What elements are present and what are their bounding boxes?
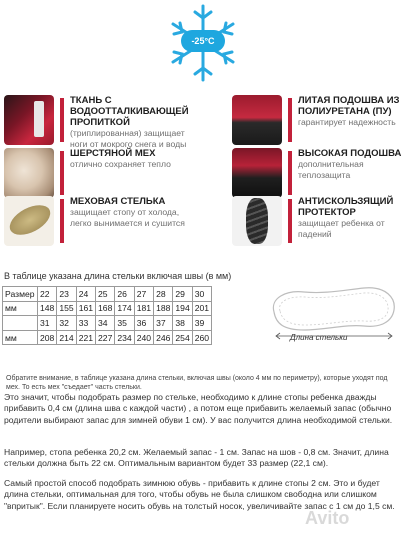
- table-row: [3, 301, 212, 316]
- table-cell: 29: [173, 287, 192, 302]
- table-cell: 30: [192, 287, 211, 302]
- feature-title: ШЕРСТЯНОЙ МЕХ: [70, 148, 156, 159]
- high-sole-image: [232, 148, 282, 198]
- table-cell: 31: [38, 316, 57, 331]
- table-caption: В таблице указана длина стельки включая швы (в мм): [4, 271, 232, 281]
- feature-desc: (триплированная) защищает ноги от мокрого снега и воды: [70, 128, 187, 149]
- feature-accent-bar: [288, 98, 292, 142]
- table-cell: 24: [76, 287, 95, 302]
- table-cell: [3, 316, 38, 331]
- table-cell: 208: [38, 330, 57, 345]
- feature-title: ЛИТАЯ ПОДОШВА ИЗ ПОЛИУРЕТАНА (ПУ): [298, 95, 400, 117]
- table-cell: 168: [96, 301, 115, 316]
- table-cell: 174: [115, 301, 134, 316]
- watermark: Avito: [305, 508, 350, 528]
- table-cell: 148: [38, 301, 57, 316]
- table-cell: 240: [134, 330, 153, 345]
- feature-wool: [4, 148, 202, 198]
- feature-tread: [232, 196, 402, 246]
- table-cell: Размер: [3, 287, 38, 302]
- wool-fur-image: [4, 148, 54, 198]
- feature-title: ВЫСОКАЯ ПОДОШВА: [298, 148, 402, 159]
- insole-length-label: Длина стельки: [290, 333, 348, 342]
- feature-fabric: [4, 95, 202, 149]
- table-cell: 37: [154, 316, 173, 331]
- sole-image: [232, 95, 282, 145]
- table-cell: 25: [96, 287, 115, 302]
- table-cell: 28: [154, 287, 173, 302]
- table-cell: 34: [96, 316, 115, 331]
- feature-title: АНТИСКОЛЬЗЯЩИЙ ПРОТЕКТОР: [298, 196, 394, 218]
- fabric-image: [4, 95, 54, 145]
- table-cell: 201: [192, 301, 211, 316]
- table-cell: 39: [192, 316, 211, 331]
- table-row: [3, 287, 212, 302]
- feature-insole: [4, 196, 202, 246]
- table-cell: 188: [154, 301, 173, 316]
- table-cell: 26: [115, 287, 134, 302]
- table-cell: 260: [192, 330, 211, 345]
- feature-title: ТКАНЬ С ВОДООТТАЛКИВАЮЩЕЙ ПРОПИТКОЙ: [70, 95, 189, 128]
- paragraph: Самый простой способ подобрать зимнюю обувь - прибавить к длине стопы 2 см. Это и будет длина стельки, оптимальная для того, чтобы обувь не была слишком свободна или слишком "впритык". Если планируете носить обувь на толстый носок, увеличивайте запас с 1 см до 1,5 см.: [4, 478, 395, 511]
- table-cell: 181: [134, 301, 153, 316]
- table-cell: 35: [115, 316, 134, 331]
- feature-accent-bar: [60, 199, 64, 243]
- table-cell: 246: [154, 330, 173, 345]
- feature-desc: защищает ребенка от падений: [298, 218, 385, 239]
- table-cell: 155: [57, 301, 76, 316]
- feature-title: МЕХОВАЯ СТЕЛЬКА: [70, 196, 166, 207]
- paragraph: Это значит, чтобы подобрать размер по стельке, необходимо к длине стопы ребенка дважды прибавить 0,4 см (длина шва с каждой части) , а потом еще прибавить желаемый запас (обычно родители выбирают запас для зимней обуви 1 см). У вас получится длина необходимой стельки.: [4, 392, 393, 425]
- feature-desc: отлично сохраняет тепло: [70, 159, 171, 169]
- table-cell: 194: [173, 301, 192, 316]
- table-row: [3, 316, 212, 331]
- feature-desc: дополнительная теплозащита: [298, 159, 364, 180]
- table-cell: 227: [96, 330, 115, 345]
- table-cell: 36: [134, 316, 153, 331]
- table-cell: 254: [173, 330, 192, 345]
- temperature-badge: -25°C: [181, 30, 225, 52]
- feature-accent-bar: [288, 199, 292, 243]
- paragraph: Например, стопа ребенка 20,2 см. Желаемый запас - 1 см. Запас на шов - 0,8 см. Значит, длина стельки должна быть 22 см. Оптимальным вариантом будет 33 размер (22,1 см).: [4, 447, 389, 469]
- table-cell: мм: [3, 330, 38, 345]
- size-table: [2, 286, 212, 345]
- tread-image: [232, 196, 282, 246]
- feature-sole: [232, 95, 402, 145]
- table-cell: 22: [38, 287, 57, 302]
- table-row: [3, 330, 212, 345]
- table-cell: 27: [134, 287, 153, 302]
- table-cell: 234: [115, 330, 134, 345]
- feature-accent-bar: [60, 151, 64, 195]
- feature-accent-bar: [288, 151, 292, 195]
- feature-desc: защищает стопу от холода, легко вынимается и сушится: [70, 207, 185, 228]
- fur-insole-image: [4, 196, 54, 246]
- table-cell: 33: [76, 316, 95, 331]
- feature-accent-bar: [60, 98, 64, 142]
- table-cell: 32: [57, 316, 76, 331]
- table-cell: 161: [76, 301, 95, 316]
- feature-high-sole: [232, 148, 402, 198]
- note-text: Обратите внимание, в таблице указана длина стельки, включая швы (около 4 мм по периметру), которые уходят под мех. То есть мех "съедает" часть стельки.: [6, 375, 388, 392]
- table-cell: мм: [3, 301, 38, 316]
- table-cell: 221: [76, 330, 95, 345]
- feature-desc: гарантирует надежность: [298, 117, 396, 127]
- table-cell: 214: [57, 330, 76, 345]
- table-cell: 23: [57, 287, 76, 302]
- table-cell: 38: [173, 316, 192, 331]
